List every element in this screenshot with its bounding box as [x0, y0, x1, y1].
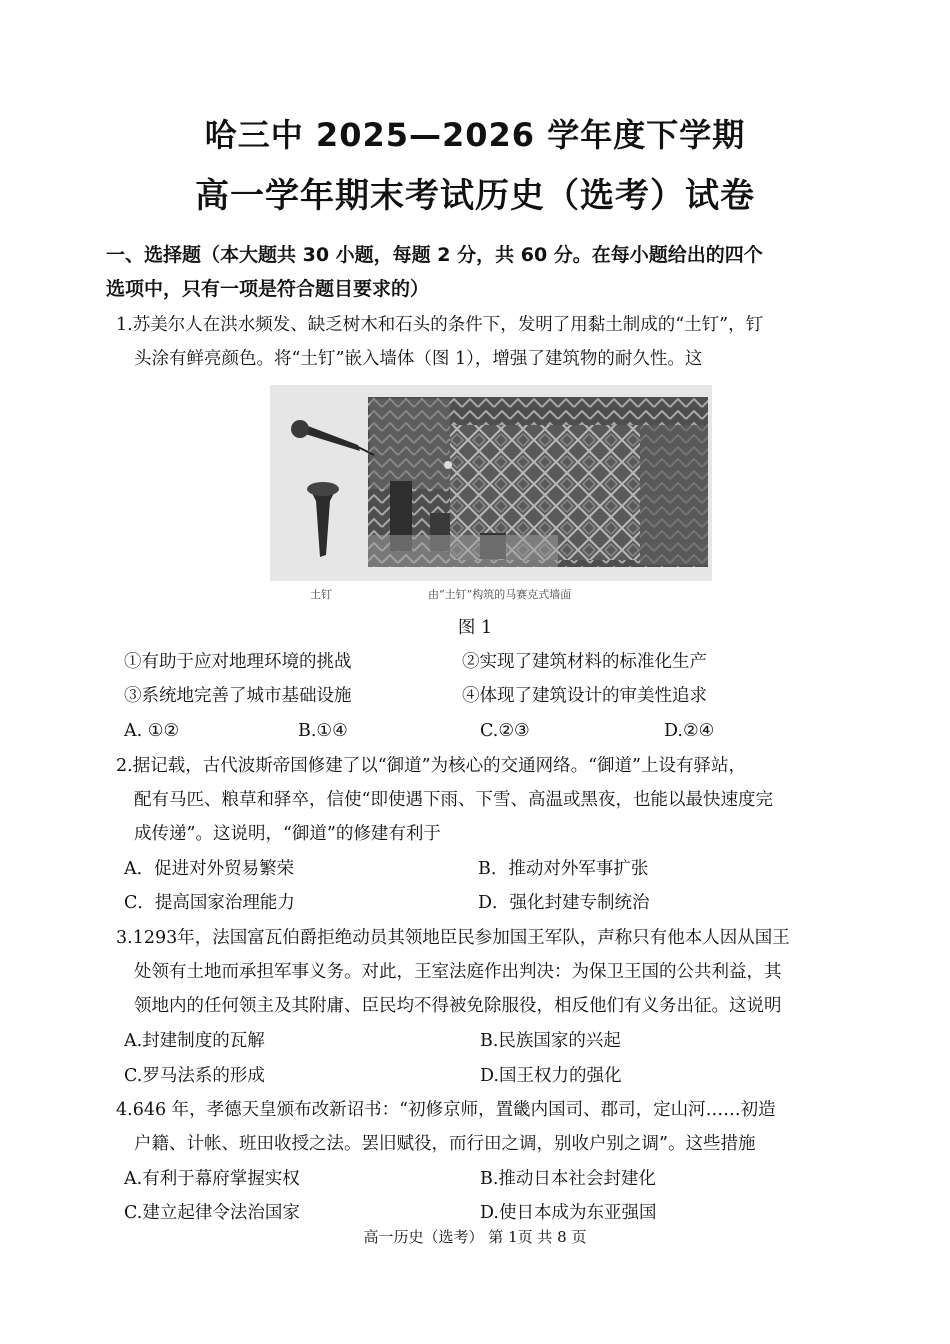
option-b[interactable]: B.民族国家的兴起	[480, 1031, 621, 1051]
option-d[interactable]: D．强化封建专制统治	[478, 893, 650, 913]
section-heading	[106, 238, 846, 306]
option-b[interactable]: B.①④	[298, 721, 348, 741]
statement: ③系统地完善了城市基础设施	[124, 686, 352, 706]
question-2-stem-line: 成传递”。这说明，“御道”的修建有利于	[134, 824, 441, 844]
question-3-stem-line: 3.1293年，法国富瓦伯爵拒绝动员其领地臣民参加国王军队，声称只有他本人因从国王	[116, 928, 790, 948]
exam-title-line2: 高一学年期末考试历史（选考）试卷	[195, 176, 755, 216]
option-c[interactable]: C.罗马法系的形成	[124, 1066, 265, 1086]
clay-nail-mosaic-illustration	[270, 385, 712, 581]
statement: ①有助于应对地理环境的挑战	[124, 652, 352, 672]
option-a[interactable]: A.有利于幕府掌握实权	[124, 1169, 300, 1189]
question-2-stem-line: 2.据记载，古代波斯帝国修建了以“御道”为核心的交通网络。“御道”上设有驿站，	[116, 756, 746, 776]
option-c[interactable]: C．提高国家治理能力	[124, 893, 295, 913]
option-d[interactable]: D.②④	[664, 721, 715, 741]
question-3-stem-line: 领地内的任何领主及其附庸、臣民均不得被免除服役，相反他们有义务出征。这说明	[134, 996, 782, 1016]
question-2-stem-line: 配有马匹、粮草和驿卒，信使“即使遇下雨、下雪、高温或黑夜，也能以最快速度完	[134, 790, 773, 810]
question-2	[116, 749, 856, 851]
option-d[interactable]: D.国王权力的强化	[480, 1066, 622, 1086]
question-3	[116, 921, 856, 1023]
option-c[interactable]: C.②③	[480, 721, 530, 741]
page-footer: 高一历史（选考） 第 1页 共 8 页	[363, 1228, 587, 1246]
exam-title-line1: 哈三中 2025—2026 学年度下学期	[204, 116, 746, 154]
figure-1-caption-left: 土钉	[310, 588, 332, 601]
option-c[interactable]: C.建立起律令法治国家	[124, 1203, 300, 1223]
question-1-stem-line: 1.苏美尔人在洪水频发、缺乏树木和石头的条件下，发明了用黏土制成的“土钉”，钉	[116, 315, 764, 335]
question-1	[116, 308, 856, 376]
section-heading-line1: 一、选择题（本大题共 30 小题，每题 2 分，共 60 分。在每小题给出的四个	[106, 244, 763, 266]
option-d[interactable]: D.使日本成为东亚强国	[480, 1203, 657, 1223]
option-a[interactable]: A. ①②	[124, 721, 180, 741]
figure-1-label: 图 1	[457, 618, 493, 638]
question-4	[116, 1093, 856, 1161]
option-b[interactable]: B.推动日本社会封建化	[480, 1169, 656, 1189]
figure-1-image	[270, 385, 712, 581]
option-a[interactable]: A．促进对外贸易繁荣	[124, 859, 295, 879]
statement: ②实现了建筑材料的标准化生产	[462, 652, 707, 672]
question-3-stem-line: 处领有土地而承担军事义务。对此，王室法庭作出判决：为保卫王国的公共利益，其	[134, 962, 782, 982]
section-heading-line2: 选项中，只有一项是符合题目要求的）	[106, 278, 430, 300]
figure-1-caption-right: 由“土钉”构筑的马赛克式墙面	[428, 588, 572, 601]
question-4-stem-line: 4.646 年，孝德天皇颁布改新诏书：“初修京师，置畿内国司、郡司，定山河……初造	[116, 1100, 776, 1120]
statement: ④体现了建筑设计的审美性追求	[462, 686, 707, 706]
option-b[interactable]: B．推动对外军事扩张	[478, 859, 649, 879]
question-1-stem-line: 头涂有鲜亮颜色。将“土钉”嵌入墙体（图 1），增强了建筑物的耐久性。这	[134, 349, 703, 369]
question-4-stem-line: 户籍、计帐、班田收授之法。罢旧赋役，而行田之调，别收户别之调”。这些措施	[134, 1134, 756, 1154]
option-a[interactable]: A.封建制度的瓦解	[124, 1031, 265, 1051]
